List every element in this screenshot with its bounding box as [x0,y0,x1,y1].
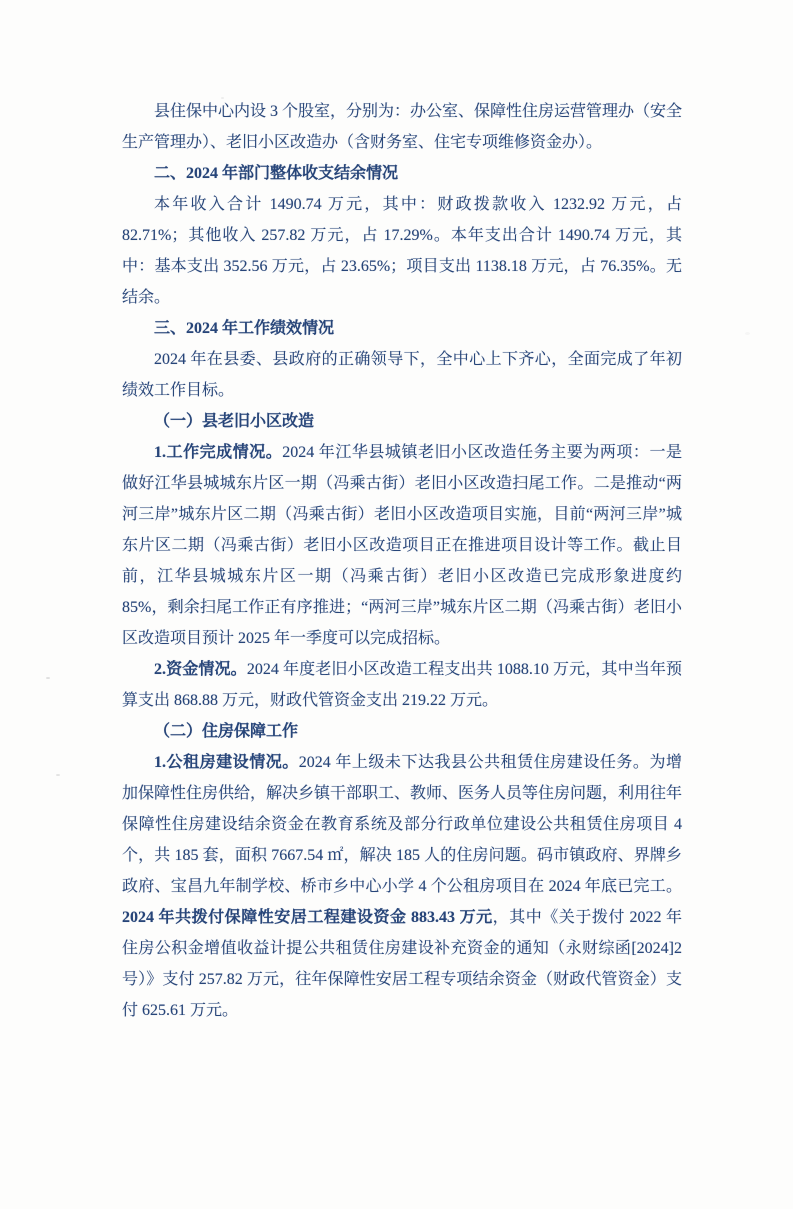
scan-speck [745,332,750,335]
paragraph-performance-overview: 2024 年在县委、县政府的正确领导下，全中心上下齐心，全面完成了年初绩效工作目标。 [122,351,682,399]
heading-subsection-housing-security: （二）住房保障工作 [154,723,299,740]
document-text-block [122,96,682,1026]
bold-run-allocated-funds: 2024 年共拨付保障性安居工程建设资金 883.43 万元 [122,909,493,926]
bold-run-work-completion-label: 1.工作完成情况。 [154,444,283,461]
scan-speck [56,774,60,776]
text-run-fund-payment-details: ，其中《关于拨付 2022 年住房公积金增值收益计提公共租赁住房建设补充资金的通知（永财综函[2024]2 号）》支付 257.82 万元，往年保障性安居工程专项结余资金（财政代管资金）支付 625.61 万元。 [122,909,682,1019]
heading-subsection-old-district-renovation: （一）县老旧小区改造 [154,413,315,430]
scan-speck [221,97,224,99]
scan-speck [46,677,50,679]
paragraph-public-rental-housing [122,747,682,1026]
bold-run-public-housing-label: 1.公租房建设情况。 [154,754,299,771]
paragraph-renovation-progress [122,437,682,654]
heading-section-3-performance: 三、2024 年工作绩效情况 [154,320,335,337]
paragraph-internal-structure: 县住保中心内设 3 个股室，分别为：办公室、保障性住房运营管理办（安全生产管理办）、老旧小区改造办（含财务室、住宅专项维修资金办）。 [122,103,683,151]
paragraph-budget-summary: 本年收入合计 1490.74 万元，其中：财政拨款收入 1232.92 万元，占 82.71%；其他收入 257.82 万元，占 17.29%。本年支出合计 1490.74 万元，其中：基本支出 352.56 万元，占 23.65%；项目支出 1138.18 万元，占 76.35%。无结余。 [122,196,682,306]
text-run-public-housing-construction: 2024 年上级未下达我县公共租赁住房建设任务。为增加保障性住房供给，解决乡镇干部职工、教师、医务人员等住房问题，利用往年保障性住房建设结余资金在教育系统及部分行政单位建设公共租赁住房项目 4 个，共 185 套，面积 7667.54 ㎡，解决 185 人的住房问题。码市镇政府、界牌乡政府、宝昌九年制学校、桥市乡中心小学 4 个公租房项目在 2024 年底已完工。 [122,754,683,895]
text-run-renovation-funding: 2024 年度老旧小区改造工程支出共 1088.10 万元，其中当年预算支出 868.88 万元，财政代管资金支出 219.22 万元。 [122,661,682,709]
paragraph-renovation-funding [122,654,682,716]
heading-section-2-budget-balance: 二、2024 年部门整体收支结余情况 [154,165,399,182]
text-run-renovation-progress: 2024 年江华县城镇老旧小区改造任务主要为两项：一是做好江华县城城东片区一期（冯乘古街）老旧小区改造扫尾工作。二是推动“两河三岸”城东片区二期（冯乘古街）老旧小区改造项目实施，目前“两河三岸”城东片区二期（冯乘古街）老旧小区改造项目正在推进项目设计等工作。截止目前，江华县城城东片区一期（冯乘古街）老旧小区改造已完成形象进度约 85%，剩余扫尾工作正有序推进；“两河三岸”城东片区二期（冯乘古街）老旧小区改造项目预计 2025 年一季度可以完成招标。 [122,444,682,647]
bold-run-funding-label: 2.资金情况。 [154,661,247,678]
